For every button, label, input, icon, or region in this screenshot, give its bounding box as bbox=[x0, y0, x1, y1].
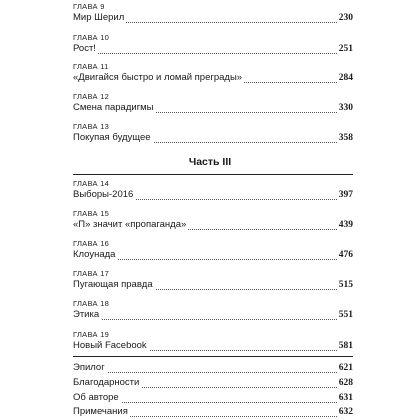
page-number: 581 bbox=[338, 341, 353, 351]
chapter-title: Выборы-2016 bbox=[73, 189, 134, 200]
divider bbox=[73, 174, 353, 175]
page-number: 230 bbox=[338, 13, 353, 23]
section-title: Примечания bbox=[73, 406, 128, 417]
chapter-title: «П» значит «пропаганда» bbox=[73, 219, 187, 230]
toc-row bbox=[73, 340, 353, 354]
toc-row bbox=[73, 406, 353, 420]
chapter-number: ГЛАВА 12 bbox=[73, 92, 110, 101]
divider bbox=[73, 356, 353, 357]
leader-dots bbox=[73, 372, 353, 373]
toc-row bbox=[73, 12, 353, 26]
page-number: 284 bbox=[338, 73, 353, 83]
toc-row bbox=[73, 219, 353, 233]
chapter-title: Новый Facebook bbox=[73, 340, 147, 351]
toc-row bbox=[73, 279, 353, 293]
part-heading: Часть III bbox=[188, 156, 232, 168]
chapter-title: Рост! bbox=[73, 43, 96, 54]
chapter-title: Клоунада bbox=[73, 249, 116, 260]
toc-row bbox=[73, 362, 353, 376]
toc-row bbox=[73, 309, 353, 323]
chapter-number: ГЛАВА 19 bbox=[73, 330, 110, 339]
page-number: 251 bbox=[338, 44, 353, 54]
toc-row bbox=[73, 392, 353, 406]
toc-row bbox=[73, 132, 353, 146]
page-number: 358 bbox=[338, 133, 353, 143]
chapter-number: ГЛАВА 16 bbox=[73, 239, 110, 248]
chapter-number: ГЛАВА 9 bbox=[73, 2, 105, 11]
page-number: 439 bbox=[338, 220, 353, 230]
page-number: 631 bbox=[338, 393, 353, 403]
page-number: 621 bbox=[338, 363, 353, 373]
chapter-number: ГЛАВА 15 bbox=[73, 209, 110, 218]
section-title: Об авторе bbox=[73, 392, 119, 403]
page-number: 632 bbox=[338, 407, 353, 417]
page-number: 330 bbox=[338, 103, 353, 113]
section-title: Благодарности bbox=[73, 377, 140, 388]
page-number: 515 bbox=[338, 280, 353, 290]
page-number: 476 bbox=[338, 250, 353, 260]
toc-row bbox=[73, 377, 353, 391]
page-number: 628 bbox=[338, 378, 353, 388]
chapter-title: Мир Шерил bbox=[73, 12, 125, 23]
page-number: 397 bbox=[338, 190, 353, 200]
chapter-number: ГЛАВА 14 bbox=[73, 179, 110, 188]
chapter-number: ГЛАВА 13 bbox=[73, 122, 110, 131]
chapter-title: Смена парадигмы bbox=[73, 102, 154, 113]
chapter-title: «Двигайся быстро и ломай преграды» bbox=[73, 72, 243, 83]
chapter-number: ГЛАВА 17 bbox=[73, 269, 110, 278]
chapter-number: ГЛАВА 18 bbox=[73, 299, 110, 308]
leader-dots bbox=[73, 53, 353, 54]
chapter-title: Этика bbox=[73, 309, 100, 320]
toc-row bbox=[73, 249, 353, 263]
chapter-title: Пугающая правда bbox=[73, 279, 153, 290]
page-number: 551 bbox=[338, 310, 353, 320]
toc-row bbox=[73, 43, 353, 57]
toc-row bbox=[73, 102, 353, 116]
section-title: Эпилог bbox=[73, 362, 105, 373]
toc-row bbox=[73, 72, 353, 86]
chapter-number: ГЛАВА 10 bbox=[73, 33, 110, 42]
chapter-number: ГЛАВА 11 bbox=[73, 62, 109, 71]
chapter-title: Покупая будущее bbox=[73, 132, 151, 143]
leader-dots bbox=[73, 319, 353, 320]
toc-row bbox=[73, 189, 353, 203]
